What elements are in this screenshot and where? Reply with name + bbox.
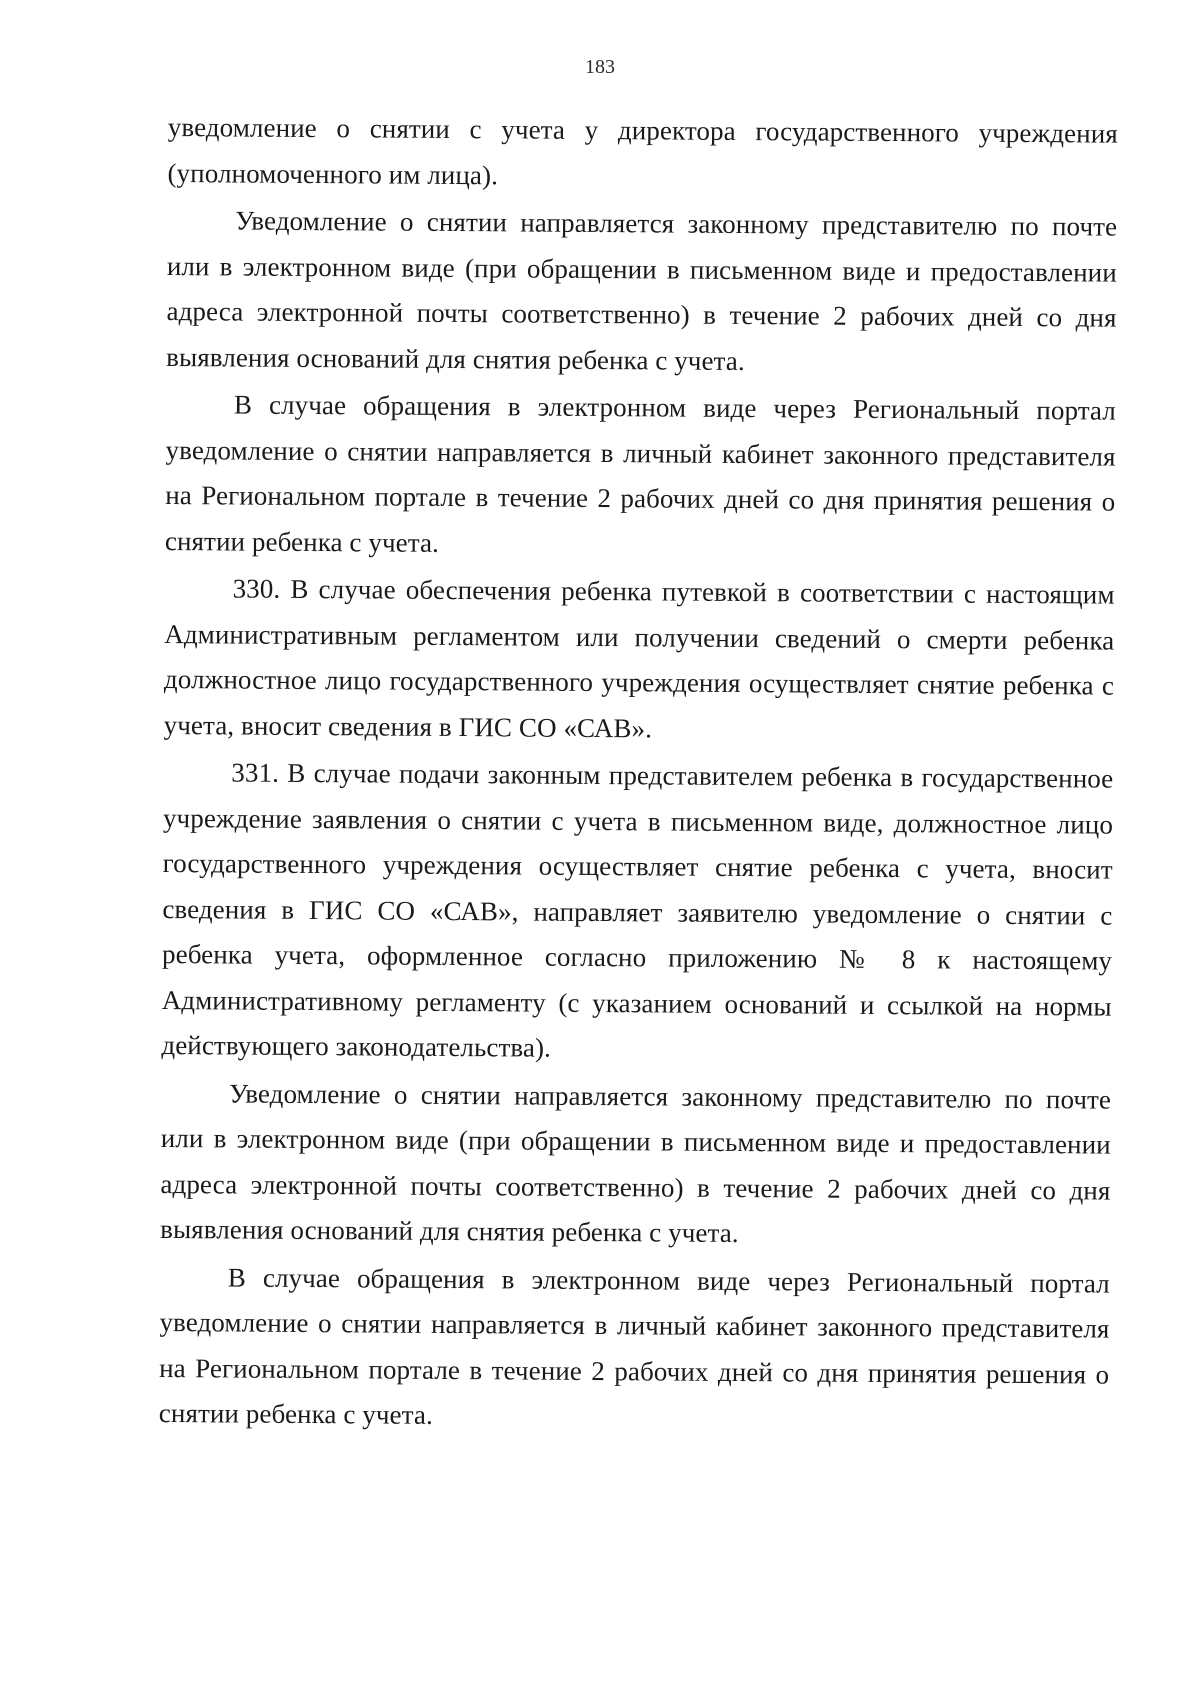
paragraph-notification-mail-2: Уведомление о снятии направляется законному представителю по почте или в электронном виде (при обращении в письменном виде и предоставлении адреса электронной почты соответственно) в течение 2 рабочих дней со дня выявления оснований для снятия ребенка с учета. [160,1077,1112,1249]
page-number: 183 [585,56,615,78]
paragraph-notification-mail: Уведомление о снятии направляется законному представителю по почте или в электронном виде (при обращении в письменном виде и предоставлении адреса электронной почты соответственно) в течение 2 рабочих дней со дня выявления оснований для снятия ребенка с учета. [166,205,1118,376]
paragraph-notification-portal: В случае обращения в электронном виде через Региональный портал уведомление о снятии направляется в личный кабинет законного представителя на Региональном портале в течение 2 рабочих дней со дня принятия решения о снятии ребенка с учета. [164,389,1116,558]
paragraph-notification-portal-2: В случае обращения в электронном виде через Региональный портал уведомление о снятии направляется в личный кабинет законного представителя на Региональном портале в течение 2 рабочих дней со дня принятия решения о снятии ребенка с учета. [158,1261,1110,1430]
paragraph-331: 331. В случае подачи законным представителем ребенка в государственное учреждение заявления о снятии с учета в письменном виде, должностное лицо государственного учреждения осуществляет снятие ребенка с учета, вносит сведения в ГИС СО «САВ», направляет заявителю уведомление о снятии с ребенка учета, оформленное согласно приложению № 8 к настоящему Административному регламенту (с указанием оснований и ссылкой на нормы действующего законодательства). [161,757,1114,1063]
paragraph-continuation: уведомление о снятии с учета у директора государственного учреждения (уполномоченного им лица). [167,111,1118,190]
paragraph-330: 330. В случае обеспечения ребенка путевкой в соответствии с настоящим Административным регламентом или получении сведений о смерти ребенка должностное лицо государственного учреждения осуществляет снятие ребенка с учета, вносит сведения в ГИС СО «САВ». [163,573,1115,743]
document-body [159,105,1118,1445]
